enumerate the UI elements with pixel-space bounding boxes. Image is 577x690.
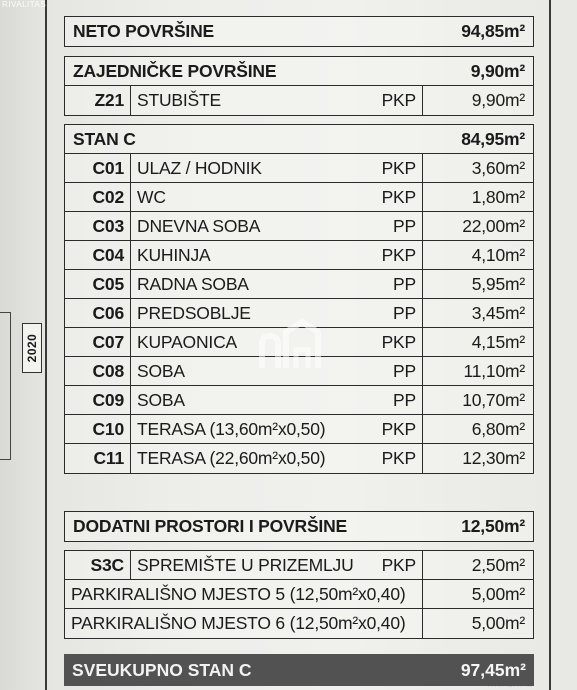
table-row <box>65 154 533 183</box>
room-type: PP <box>379 299 423 327</box>
total-label: SVEUKUPNO STAN C <box>72 659 252 680</box>
room-type: PKP <box>379 328 423 356</box>
stan-label: STAN C <box>73 128 136 149</box>
room-area: 4,15m² <box>471 331 525 352</box>
room-area: 6,80m² <box>471 418 525 439</box>
zajednicke-table <box>64 56 534 116</box>
total-area: 97,45m² <box>460 659 526 680</box>
room-name: KUPAONICA <box>137 331 237 352</box>
room-code: S3C <box>65 551 131 579</box>
stan-header-row <box>65 125 533 154</box>
table-row <box>65 386 533 415</box>
parking-area: 5,00m² <box>471 613 525 633</box>
room-name: SOBA <box>137 360 185 381</box>
neto-row <box>65 17 533 46</box>
room-area: 10,70m² <box>462 389 525 410</box>
dodatni-items-table <box>64 550 534 639</box>
room-area: 3,45m² <box>471 302 525 323</box>
total-bar <box>64 654 534 686</box>
room-type: PP <box>379 357 423 385</box>
zajednicke-header-row <box>65 57 533 86</box>
table-row <box>65 551 533 580</box>
dodatni-header-table <box>64 511 534 542</box>
room-code: C06 <box>65 299 131 327</box>
room-name: ULAZ / HODNIK <box>137 157 262 178</box>
room-area: 4,10m² <box>471 244 525 265</box>
table-row <box>65 86 533 115</box>
room-area: 5,95m² <box>471 273 525 294</box>
room-type: PP <box>379 212 423 240</box>
table-row <box>65 580 533 609</box>
room-name: STUBIŠTE <box>137 90 221 110</box>
room-area: 9,90m² <box>471 90 525 110</box>
table-row <box>65 444 533 473</box>
room-code: C10 <box>65 415 131 443</box>
stan-table <box>64 124 534 474</box>
room-code: C05 <box>65 270 131 298</box>
room-area: 1,80m² <box>471 186 525 207</box>
room-type: PKP <box>379 154 423 182</box>
room-type: PP <box>379 386 423 414</box>
stan-area: 84,95m² <box>461 128 525 149</box>
parking-name: PARKIRALIŠNO MJESTO 5 (12,50m²x0,40) <box>65 580 423 608</box>
room-type: PKP <box>379 183 423 211</box>
year-text: 2020 <box>25 333 39 363</box>
room-code: C11 <box>65 444 131 473</box>
room-code: C02 <box>65 183 131 211</box>
room-code: C03 <box>65 212 131 240</box>
zajednicke-label: ZAJEDNIČKE POVRŠINE <box>73 60 277 81</box>
room-area: 22,00m² <box>462 215 525 236</box>
room-code: C09 <box>65 386 131 414</box>
table-row <box>65 609 533 638</box>
room-code: C01 <box>65 154 131 182</box>
frame-line-left <box>45 0 47 690</box>
room-code: Z21 <box>65 86 131 115</box>
dodatni-header-row <box>65 512 533 541</box>
year-label <box>22 323 42 373</box>
table-row <box>65 183 533 212</box>
room-name: SOBA <box>137 389 185 410</box>
table-row <box>65 270 533 299</box>
room-name: TERASA (22,60m²x0,50) <box>137 448 326 468</box>
room-area: 2,50m² <box>471 554 525 575</box>
table-row <box>65 212 533 241</box>
room-type: PKP <box>379 241 423 269</box>
neto-table <box>64 16 534 47</box>
room-type: PP <box>379 270 423 298</box>
zajednicke-area: 9,90m² <box>470 60 525 81</box>
dodatni-area: 12,50m² <box>461 516 525 536</box>
frame-line-right <box>549 0 551 690</box>
dodatni-label: DODATNI PROSTORI I POVRŠINE <box>73 516 347 536</box>
room-type: PKP <box>379 551 423 579</box>
room-name: KUHINJA <box>137 244 211 265</box>
table-row <box>65 241 533 270</box>
room-type: PKP <box>379 415 423 443</box>
room-type: PKP <box>379 444 423 473</box>
room-code: C07 <box>65 328 131 356</box>
room-name: SPREMIŠTE U PRIZEMLJU <box>137 554 354 575</box>
neto-label: NETO POVRŠINE <box>73 21 214 41</box>
parking-name: PARKIRALIŠNO MJESTO 6 (12,50m²x0,40) <box>65 609 423 638</box>
room-name: RADNA SOBA <box>137 273 249 294</box>
watermark-top: RIVALITAS <box>2 0 47 9</box>
table-row <box>65 415 533 444</box>
room-code: C04 <box>65 241 131 269</box>
room-name: PREDSOBLJE <box>137 302 251 323</box>
room-area: 11,10m² <box>463 360 525 381</box>
room-type: PKP <box>379 86 423 115</box>
room-code: C08 <box>65 357 131 385</box>
room-name: WC <box>137 186 166 207</box>
room-area: 3,60m² <box>471 157 525 178</box>
room-area: 12,30m² <box>462 448 525 468</box>
side-frame-box <box>0 312 11 460</box>
room-name: DNEVNA SOBA <box>137 215 261 236</box>
neto-area: 94,85m² <box>461 21 525 41</box>
rh-house-logo-icon <box>256 318 322 370</box>
room-name: TERASA (13,60m²x0,50) <box>137 418 326 439</box>
parking-area: 5,00m² <box>471 583 525 604</box>
